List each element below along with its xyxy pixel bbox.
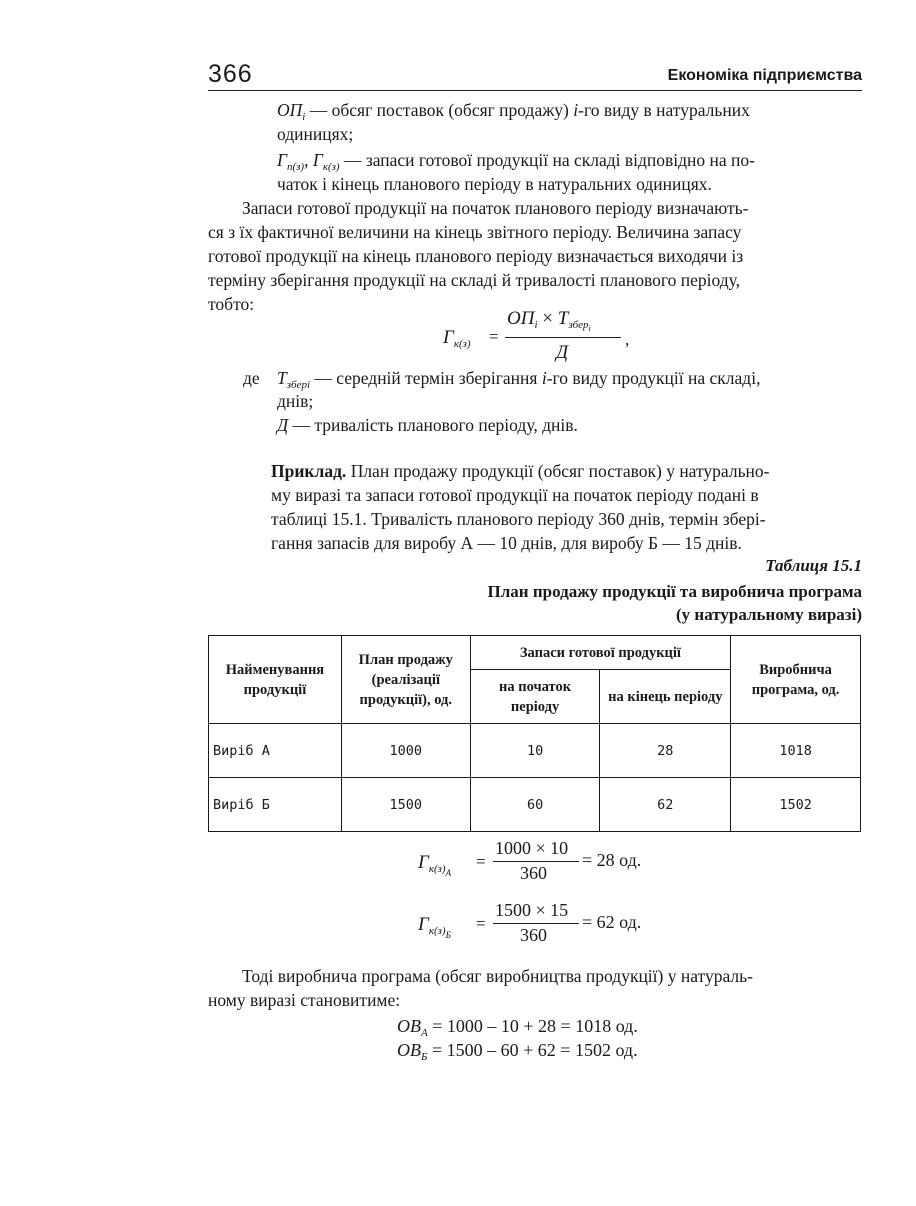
cell-plan: 1000: [341, 724, 470, 778]
calc-a-eq: =: [476, 852, 486, 871]
table-title: План продажу продукції та виробнича програма: [487, 582, 862, 601]
cell-program: 1018: [731, 724, 861, 778]
g-text: — запаси готової продукції на складі відповідно на по-: [339, 150, 755, 170]
calc-b-den: 360: [520, 925, 547, 945]
header-rule: [208, 90, 862, 91]
cell-end: 28: [600, 724, 731, 778]
table-row: [209, 724, 861, 778]
conclusion-line: Тоді виробнича програма (обсяг виробництва продукції) у натураль-: [242, 966, 753, 986]
op-text: — обсяг поставок (обсяг продажу): [305, 100, 574, 120]
formula-num-t-sub: збер: [568, 319, 589, 331]
example-line: План продажу продукції (обсяг поставок) у натурально-: [346, 461, 770, 481]
example-line: таблиці 15.1. Тривалість планового періоду 360 днів, термін збері-: [271, 509, 766, 529]
where-t-text-2: -го виду продукції на складі,: [546, 368, 761, 388]
plan-table: [208, 635, 861, 832]
cell-start: 10: [470, 724, 600, 778]
g-text-2: чаток і кінець планового періоду в натуральних одиницях.: [277, 174, 712, 194]
ov-a-sub: А: [421, 1027, 428, 1039]
header-stock-start: на початок періоду: [470, 670, 600, 724]
formula-num-op-sub: i: [534, 319, 538, 331]
formula-lhs: Г: [443, 327, 454, 348]
paragraph-line: ся з їх фактичної величини на кінець звітного періоду. Величина запасу: [208, 222, 742, 242]
ov-b-lhs: ОВ: [397, 1040, 421, 1060]
g-sub-end: к(з): [322, 161, 340, 173]
example-label: Приклад.: [271, 461, 347, 481]
ov-a-rest: = 1000 – 10 + 28 = 1018 од.: [427, 1016, 638, 1036]
op-text-3: одиницях;: [277, 124, 354, 144]
conclusion-line-2: ному виразі становитиме:: [208, 990, 401, 1010]
calc-b-lhs: Г: [418, 914, 429, 935]
calc-b-num: 1500 × 15: [495, 900, 569, 920]
calc-b-result: = 62 од.: [582, 912, 642, 932]
calc-b-lhs-subsub: Б: [445, 930, 451, 940]
where-d-symbol: Д: [277, 415, 289, 435]
formula-lhs-sub: к(з): [453, 338, 471, 350]
header-program: Виробнича програма, од.: [731, 636, 861, 724]
calc-b-eq: =: [476, 914, 486, 933]
g-sub-start: п(з): [286, 161, 305, 173]
plan-table-wrap: [208, 635, 861, 829]
ov-b-sub: Б: [421, 1051, 428, 1063]
header-stock-end: на кінець періоду: [600, 670, 731, 724]
formula-times: ×: [537, 308, 558, 329]
formula-comma: ,: [625, 330, 630, 349]
where-t-sub: зберi: [286, 379, 310, 391]
calc-b: [418, 900, 678, 954]
paragraph-line: Запаси готової продукції на початок планового періоду визначають-: [242, 198, 749, 218]
g-symbol-end: Г: [312, 150, 323, 170]
header-plan: План продажу (реалізації продукції), од.: [341, 636, 470, 724]
table-title-2: (у натуральному виразі): [676, 605, 862, 624]
calc-a-lhs-sub: к(з): [428, 863, 446, 875]
cell-start: 60: [470, 778, 600, 832]
g-sep: ,: [304, 150, 313, 170]
header-name: Найменування продукції: [209, 636, 342, 724]
page-number: 366: [208, 60, 253, 88]
paragraph-line: тобто:: [208, 294, 255, 314]
formula-main: [443, 306, 643, 368]
paragraph-line: готової продукції на кінець планового періоду визначається виходячи із: [208, 246, 744, 266]
running-head: Економіка підприємства: [667, 67, 862, 84]
calc-a-result: = 28 од.: [582, 850, 642, 870]
calc-a-lhs-subsub: А: [445, 868, 452, 878]
calc-a-bar: [493, 861, 579, 862]
formula-den: Д: [556, 342, 569, 363]
example-line: гання запасів для виробу А — 10 днів, для виробу Б — 15 днів.: [271, 533, 742, 553]
op-subscript: i: [302, 111, 306, 123]
formula-num-t: Т: [557, 308, 569, 329]
paragraph-line: терміну зберігання продукції на складі й тривалості планового періоду,: [208, 270, 741, 290]
ov-a-lhs: ОВ: [397, 1016, 421, 1036]
where-t-text: — середній термін зберігання: [310, 368, 542, 388]
calc-b-bar: [493, 923, 579, 924]
g-symbol-start: Г: [277, 150, 287, 170]
table-row: [209, 778, 861, 832]
where-t-text-3: днів;: [277, 391, 314, 411]
calc-a-lhs: Г: [418, 852, 429, 873]
where-t-symbol: Т: [277, 368, 287, 388]
formula-fraction-bar: [505, 337, 621, 338]
cell-name: Виріб А: [209, 724, 342, 778]
where-label: де: [243, 368, 260, 388]
formula-num-t-subsub: i: [588, 324, 591, 333]
op-symbol: ОП: [277, 100, 303, 120]
calc-a: [418, 838, 678, 892]
table-number: Таблиця 15.1: [765, 556, 862, 575]
header-stock: Запаси готової продукції: [470, 636, 730, 670]
calc-b-lhs-sub: к(з): [428, 925, 446, 937]
example-line: му виразі та запаси готової продукції на початок періоду подані в: [271, 485, 759, 505]
cell-name: Виріб Б: [209, 778, 342, 832]
cell-program: 1502: [731, 778, 861, 832]
where-d-text: — тривалість планового періоду, днів.: [288, 415, 578, 435]
formula-num-op: ОП: [507, 308, 535, 329]
formula-eq: =: [489, 327, 499, 346]
op-i: i: [573, 100, 579, 120]
calc-a-den: 360: [520, 863, 547, 883]
cell-end: 62: [600, 778, 731, 832]
where-t-i: i: [541, 368, 547, 388]
cell-plan: 1500: [341, 778, 470, 832]
calc-a-num: 1000 × 10: [495, 838, 569, 858]
op-text-2: -го виду в натуральних: [578, 100, 750, 120]
ov-b-rest: = 1500 – 60 + 62 = 1502 од.: [427, 1040, 638, 1060]
ov-b: [397, 1038, 638, 1069]
